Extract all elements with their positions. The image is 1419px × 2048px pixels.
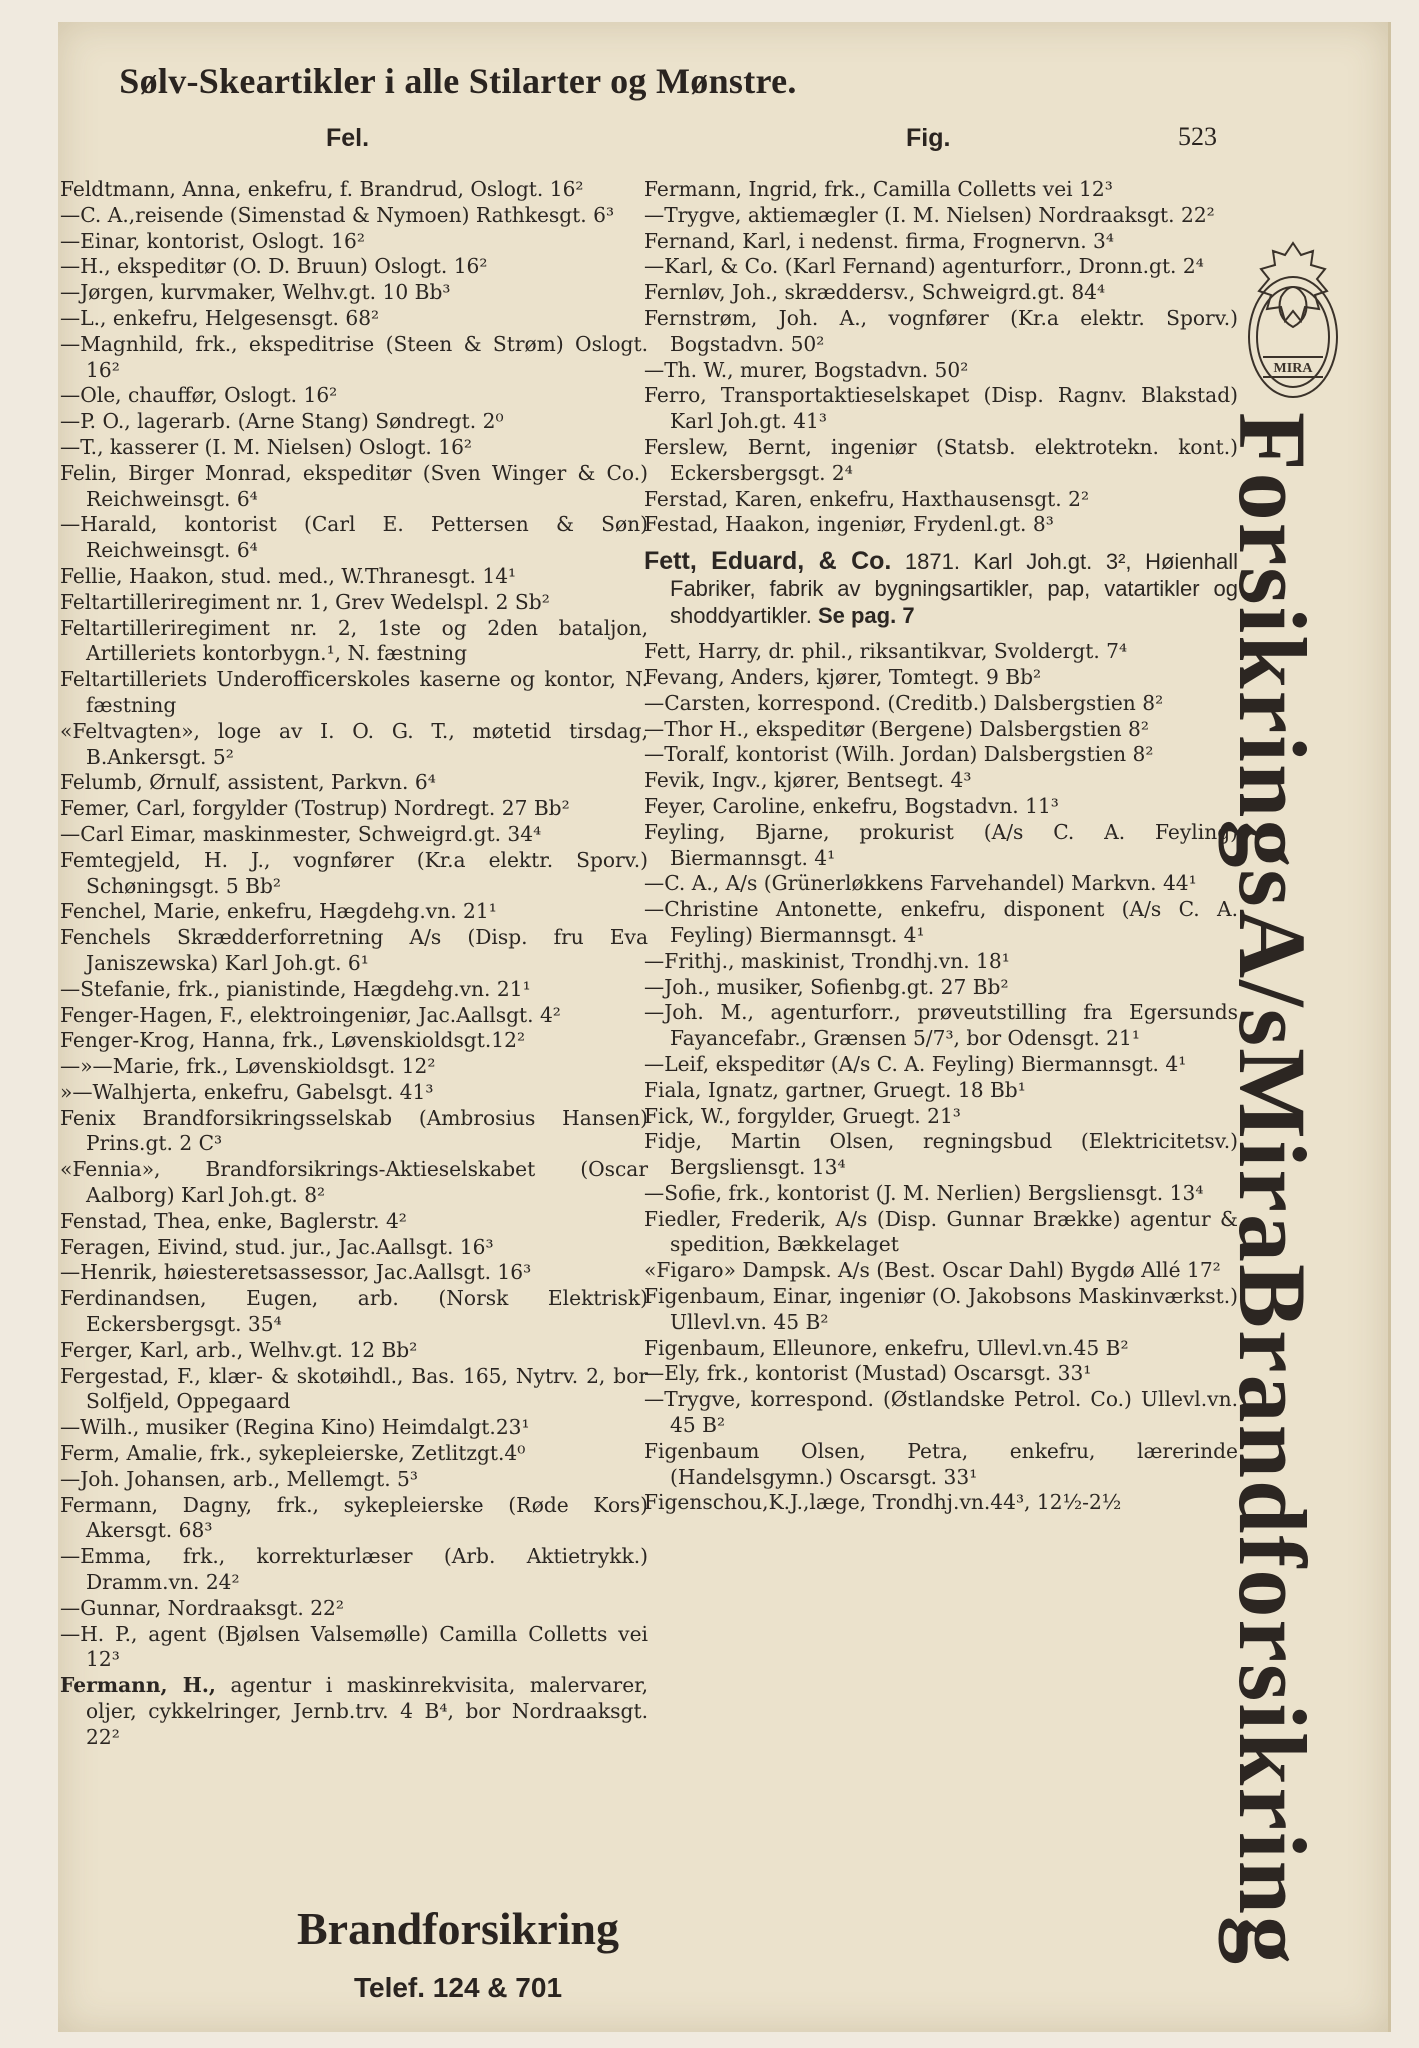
- ad-letter: n: [1219, 763, 1326, 820]
- ad-letter: k: [1219, 1731, 1326, 1788]
- list-item: —Carsten, korrespond. (Creditb.) Dalsbergstien 8²: [644, 690, 1164, 715]
- list-item: —Trygve, aktiemægler (I. M. Nielsen) Nordraaksgt. 22²: [644, 202, 1215, 227]
- footer-advert-title: Brandforsikring: [296, 1903, 620, 1954]
- emblem-label: MIRA: [1273, 361, 1313, 376]
- list-item: «Fennia», Brandforsikrings-Aktieselskabet (Oscar Aalborg) Karl Joh.gt. 8²: [60, 1157, 648, 1208]
- list-item: Feldtmann, Anna, enkefru, f. Brandrud, Oslogt. 16²: [60, 177, 584, 201]
- list-item: Fermann, Dagny, frk., sykepleierske (Røde Kors) Akersgt. 68³: [60, 1492, 648, 1543]
- list-item: —Harald, kontorist (Carl E. Pettersen & Søn) Reichweinsgt. 6⁴: [60, 512, 648, 563]
- list-item: —Frithj., maskinist, Trondhj.vn. 18¹: [644, 948, 1010, 973]
- list-item: —Christine Antonette, enkefru, disponent (A/s C. A. Feyling) Biermannsgt. 4¹: [644, 897, 1238, 947]
- list-item: —Trygve, korrespond. (Østlandske Petrol. Co.) Ullevl.vn. 45 B²: [644, 1387, 1238, 1438]
- list-item: —Stefanie, frk., pianistinde, Hægdehg.vn. 21¹: [60, 976, 531, 1001]
- list-item: —Carl Eimar, maskinmester, Schweigrd.gt. 34⁴: [60, 821, 542, 846]
- list-item: —Jørgen, kurvmaker, Welhv.gt. 10 Bb³: [60, 280, 451, 305]
- list-item: Feltartilleriets Underofficerskoles kaserne og kontor, N. fæstning: [60, 667, 648, 717]
- ad-letter: F: [1219, 412, 1326, 473]
- list-item: Figenbaum Olsen, Petra, enkefru, lærerinde (Handelsgymn.) Oscarsgt. 33¹: [644, 1438, 1238, 1489]
- ad-word-brandforsikring: [1208, 1264, 1328, 1966]
- list-item: —L., enkefru, Helgesensgt. 68²: [60, 305, 380, 330]
- list-item: —Thor H., ekspeditør (Bergene) Dalsbergstien 8²: [644, 716, 1149, 741]
- list-item: —Henrik, høiesteretsassessor, Jac.Aallsgt. 16³: [60, 1260, 532, 1285]
- list-item: Feragen, Eivind, stud. jur., Jac.Aallsgt. 16³: [60, 1234, 494, 1259]
- list-item: —Th. W., murer, Bogstadvn. 50²: [644, 357, 969, 382]
- list-item: —C. A.,reisende (Simenstad & Nymoen) Rathkesgt. 6³: [60, 202, 615, 227]
- ad-letter: a: [1219, 1374, 1326, 1425]
- list-item: Fenger-Hagen, F., elektroingeniør, Jac.Aallsgt. 4²: [60, 1002, 561, 1027]
- list-item: —Emma, frk., korrekturlæser (Arb. Aktietrykk.) Dramm.vn. 24²: [60, 1544, 648, 1595]
- ad-letter: r: [1219, 1169, 1326, 1214]
- ad-letter: r: [1219, 1329, 1326, 1375]
- ad-word-as: A/s: [1219, 908, 1326, 1049]
- ad-letter: s: [1219, 1663, 1326, 1704]
- list-item: Feyling, Bjarne, prokurist (A/s C. A. Feyling) Biermannsgt. 4¹: [644, 819, 1238, 870]
- ad-letter: i: [1219, 735, 1326, 764]
- list-item: —P. O., lagerarb. (Arne Stang) Søndregt. 2⁰: [60, 409, 504, 434]
- ad-letter: d: [1219, 1479, 1326, 1536]
- ad-word-forsikrings: [1208, 412, 1328, 909]
- entry-text: agentur i maskinrekvisita, malervarer, oljer, cykkelringer, Jernb.trv. 4 B⁴, bor Nordraaksgt. 22²: [86, 1673, 648, 1749]
- list-item: Ferm, Amalie, frk., sykepleierske, Zetlitzgt.4⁰: [60, 1441, 526, 1466]
- entry-name: Fett, Eduard, & Co.: [644, 547, 892, 576]
- list-item: Fernløv, Joh., skræddersv., Schweigrd.gt. 84⁴: [644, 280, 1106, 305]
- list-item: —H. P., agent (Bjølsen Valsemølle) Camilla Colletts vei 12³: [60, 1621, 648, 1672]
- list-item: —Magnhild, frk., ekspeditrise (Steen & Strøm) Oslogt. 16²: [60, 331, 648, 382]
- list-item: Fenger-Krog, Hanna, frk., Løvenskioldsgt.12²: [60, 1028, 526, 1053]
- ad-letter: i: [1219, 1703, 1326, 1732]
- list-item: Feltartilleriregiment nr. 2, 1ste og 2den bataljon, Artilleriets kontorbygn.¹, N. fæstning: [60, 615, 648, 666]
- ad-letter: s: [1219, 869, 1326, 909]
- list-item: —Karl, & Co. (Karl Fernand) agenturforr., Dronn.gt. 2⁴: [644, 254, 1204, 279]
- list-item: Fick, W., forgylder, Gruegt. 21³: [644, 1103, 961, 1128]
- list-item: Felin, Birger Monrad, ekspeditør (Sven Winger & Co.) Reichweinsgt. 6⁴: [60, 460, 648, 511]
- ad-letter: r: [1219, 1787, 1326, 1832]
- list-item: —T., kasserer (I. M. Nielsen) Oslogt. 16²: [60, 434, 473, 459]
- list-item: —Leif, ekspeditør (A/s C. A. Feyling) Biermannsgt. 4¹: [644, 1051, 1187, 1076]
- ad-letter: r: [1219, 522, 1326, 568]
- ad-letter: r: [1219, 690, 1326, 736]
- list-item: Ferger, Karl, arb., Welhv.gt. 12 Bb²: [60, 1337, 418, 1362]
- list-item: Fernand, Karl, i nedenst. firma, Frognervn. 3⁴: [644, 228, 1114, 253]
- list-item: Feltartilleriregiment nr. 1, Grev Wedelspl. 2 Sb²: [60, 589, 550, 614]
- right-entry-list-top: [644, 177, 1238, 538]
- page-header: Sølv-Skeartikler i alle Stilarter og Mønstre.: [119, 61, 797, 101]
- list-item: Fidje, Martin Olsen, regningsbud (Elektricitetsv.) Bergsliensgt. 13⁴: [644, 1129, 1238, 1180]
- list-item: —H., ekspeditør (O. D. Bruun) Oslogt. 16²: [60, 254, 488, 279]
- list-item: Fett, Harry, dr. phil., riksantikvar, Svoldergt. 7⁴: [644, 639, 1128, 664]
- ad-letter: g: [1219, 1916, 1326, 1967]
- ad-letter: s: [1219, 567, 1326, 607]
- list-item: Ferro, Transportaktieselskapet (Disp. Ragnv. Blakstad) Karl Joh.gt. 41³: [644, 383, 1238, 434]
- list-item: —Einar, kontorist, Oslogt. 16²: [60, 228, 365, 253]
- left-column: [60, 177, 648, 1751]
- page-number: 523: [1178, 122, 1217, 151]
- list-item: «Figaro» Dampsk. A/s (Best. Oscar Dahl) Bygdø Allé 17²: [644, 1258, 1221, 1283]
- ad-letter: a: [1219, 1213, 1326, 1264]
- footer-advert-phone: Telef. 124 & 701: [353, 1972, 563, 2003]
- list-item: —Wilh., musiker (Regina Kino) Heimdalgt.23¹: [60, 1415, 530, 1440]
- list-item: Figenschou,K.J.,læge, Trondhj.vn.44³, 12½-2½: [644, 1490, 1122, 1515]
- catchword-right: Fig.: [906, 124, 951, 152]
- list-item: —Ole, chauffør, Oslogt. 16²: [60, 383, 338, 408]
- right-column: [644, 177, 1238, 1516]
- ad-letter: i: [1219, 1140, 1326, 1170]
- list-item-advert: [644, 548, 1238, 629]
- list-item: Fellie, Haakon, stud. med., W.Thranesgt. 14¹: [60, 563, 517, 588]
- list-item: Fiedler, Frederik, A/s (Disp. Gunnar Brække) agentur & spedition, Bækkelaget: [644, 1206, 1238, 1257]
- ad-letter: i: [1219, 606, 1326, 636]
- list-item: Ferstad, Karen, enkefru, Haxthausensgt. 2²: [644, 486, 1090, 511]
- vertical-advertisement: [1208, 412, 1328, 1967]
- list-item: «Feltvagten», loge av I. O. G. T., møtetid tirsdag, B.Ankersgt. 5²: [60, 718, 648, 769]
- list-item: Fenstad, Thea, enke, Baglerstr. 4²: [60, 1208, 407, 1233]
- list-item: —Joh. M., agenturforr., prøveutstilling fra Egersunds Fayancefabr., Grænsen 5/7³, bor Odensgt. 21¹: [644, 1000, 1238, 1051]
- list-item: —Joh. Johansen, arb., Mellemgt. 5³: [60, 1466, 418, 1491]
- page-reference: Se pag. 7: [817, 603, 915, 629]
- list-item: Fergestad, F., klær- & skotøihdl., Bas. 165, Nytrv. 2, bor Solfjeld, Oppegaard: [60, 1363, 648, 1414]
- list-item: Festad, Haakon, ingeniør, Frydenl.gt. 8³: [644, 512, 1054, 537]
- ad-letter: o: [1219, 472, 1326, 523]
- list-item: Fevik, Ingv., kjører, Bentsegt. 4³: [644, 768, 972, 793]
- list-item: Figenbaum, Elleunore, enkefru, Ullevl.vn.45 B²: [644, 1335, 1129, 1360]
- list-item: »—Walhjerta, enkefru, Gabelsgt. 41³: [60, 1079, 434, 1104]
- list-item: —»—Marie, frk., Løvenskioldsgt. 12²: [60, 1054, 436, 1079]
- ad-letter: n: [1219, 1424, 1326, 1480]
- list-item: Fevang, Anders, kjører, Tomtegt. 9 Bb²: [644, 664, 1042, 689]
- list-item: Fenchel, Marie, enkefru, Hægdehg.vn. 21¹: [60, 899, 497, 924]
- ad-letter: M: [1219, 1048, 1326, 1141]
- list-item: —Gunnar, Nordraaksgt. 22²: [60, 1595, 344, 1620]
- list-item: Felumb, Ørnulf, assistent, Parkvn. 6⁴: [60, 770, 436, 795]
- right-entry-list-bottom: [644, 639, 1238, 1516]
- directory-page: [58, 22, 1391, 2032]
- list-item: Ferdinandsen, Eugen, arb. (Norsk Elektrisk) Eckersbergsgt. 35⁴: [60, 1286, 648, 1337]
- list-item: —Toralf, kontorist (Wilh. Jordan) Dalsbergstien 8²: [644, 742, 1154, 767]
- list-item: Fiala, Ignatz, gartner, Gruegt. 18 Bb¹: [644, 1077, 1026, 1102]
- ad-letter: B: [1219, 1263, 1326, 1330]
- ad-letter: f: [1219, 1535, 1326, 1570]
- ad-letter: k: [1219, 635, 1326, 691]
- list-item: Figenbaum, Einar, ingeniør (O. Jakobsons Maskinværkst.) Ullevl.vn. 45 B²: [644, 1284, 1238, 1334]
- list-item: [60, 1673, 648, 1750]
- list-item: —Sofie, frk., kontorist (J. M. Nerlien) Bergsliensgt. 13⁴: [644, 1180, 1204, 1205]
- ad-letter: g: [1219, 819, 1326, 870]
- entry-text: 1871. Karl Joh.gt. 3², Høienhall Fabriker, fabrik av bygningsartikler, pap, vatartikler og shoddyartikler.: [670, 549, 1239, 629]
- catchword-left: Fel.: [326, 124, 370, 152]
- list-item: Ferslew, Bernt, ingeniør (Statsb. elektrotekn. kont.) Eckersbergsgt. 2⁴: [644, 434, 1238, 485]
- left-entry-list: [60, 177, 648, 1673]
- ad-letter: i: [1219, 1831, 1326, 1861]
- list-item: —Ely, frk., kontorist (Mustad) Oscarsgt. 33¹: [644, 1361, 1092, 1386]
- list-item: Feyer, Caroline, enkefru, Bogstadvn. 11³: [644, 793, 1059, 818]
- list-item: Fenix Brandforsikringsselskab (Ambrosius Hansen) Prins.gt. 2 C³: [60, 1105, 648, 1156]
- list-item: —Joh., musiker, Sofienbg.gt. 27 Bb²: [644, 974, 1009, 999]
- ad-word-mira: [1208, 1048, 1328, 1264]
- entry-name: Fermann, H.,: [60, 1673, 216, 1698]
- list-item: —C. A., A/s (Grünerløkkens Farvehandel) Markvn. 44¹: [644, 871, 1197, 896]
- mira-emblem-icon: [1241, 237, 1346, 407]
- list-item: Fermann, Ingrid, frk., Camilla Colletts vei 12³: [644, 177, 1113, 201]
- ad-letter: r: [1219, 1619, 1326, 1664]
- ad-letter: n: [1219, 1860, 1326, 1917]
- list-item: Fernstrøm, Joh. A., vognfører (Kr.a elektr. Sporv.) Bogstadvn. 50²: [644, 305, 1238, 356]
- ad-letter: o: [1219, 1569, 1326, 1620]
- list-item: Fenchels Skrædderforretning A/s (Disp. fru Eva Janiszewska) Karl Joh.gt. 6¹: [60, 925, 648, 975]
- list-item: Femer, Carl, forgylder (Tostrup) Nordregt. 27 Bb²: [60, 796, 570, 821]
- list-item: Femtegjeld, H. J., vognfører (Kr.a elektr. Sporv.) Schøningsgt. 5 Bb²: [60, 847, 648, 898]
